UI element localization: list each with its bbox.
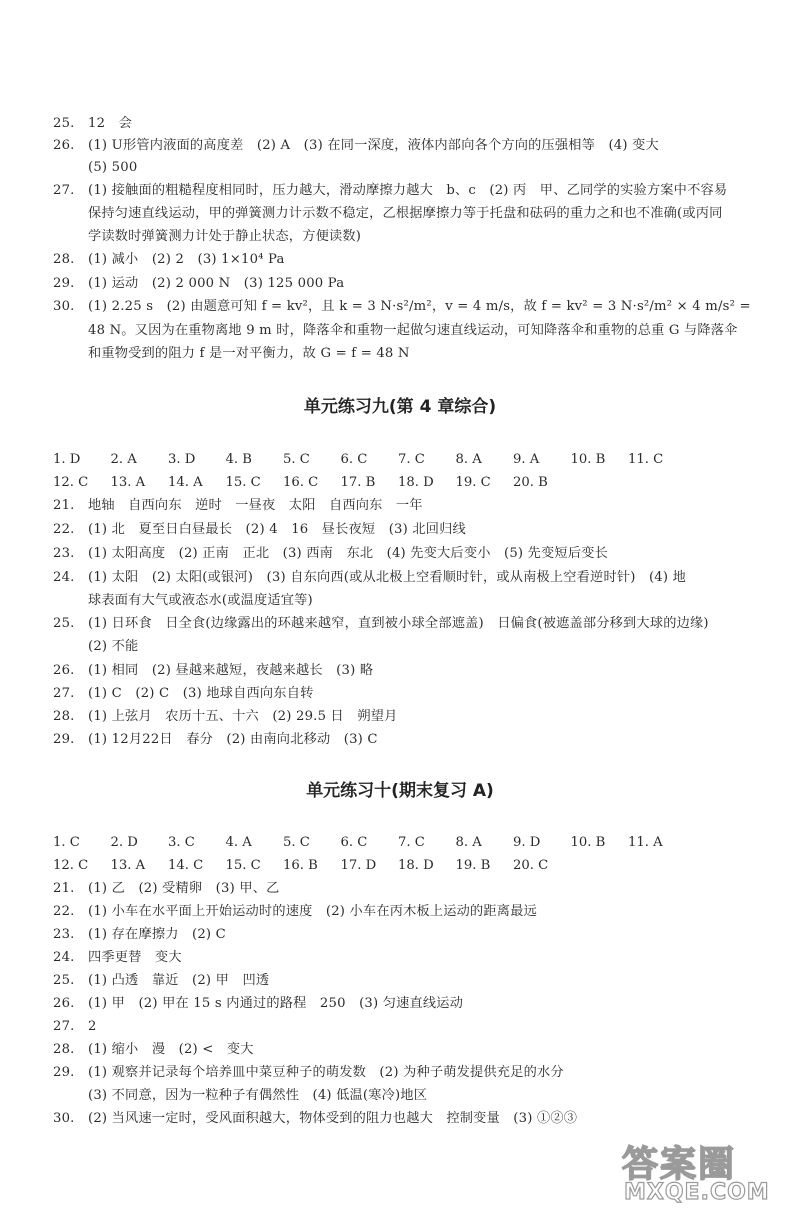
answer-line-cont: 球表面有大气或液态水(或温度适宜等): [88, 593, 313, 608]
answer-line: 29. (1) 12月22日 春分 (2) 由南向北移动 (3) C: [53, 732, 378, 747]
answer-line: 28. (1) 缩小 漫 (2) < 变大: [53, 1042, 254, 1057]
answer-line-cont: 学读数时弹簧测力计处于静止状态，方便读数): [88, 229, 362, 244]
answer-line: 23. (1) 存在摩擦力 (2) C: [53, 927, 226, 942]
watermark-logo: [612, 1136, 792, 1206]
answer-line: 26. (1) 相同 (2) 昼越来越短，夜越来越长 (3) 略: [53, 663, 374, 678]
answer-line: 25. (1) 凸透 靠近 (2) 甲 凹透: [53, 973, 270, 988]
answer-line: 21. (1) 乙 (2) 受精卵 (3) 甲、乙: [53, 881, 280, 896]
answer-line: 29. (1) 运动 (2) 2 000 N (3) 125 000 Pa: [53, 276, 345, 291]
answer-line: 28. (1) 上弦月 农历十五、十六 (2) 29.5 日 朔望月: [53, 709, 398, 724]
answer-line: 26. (1) 甲 (2) 甲在 15 s 内通过的路程 250 (3) 匀速直线运动: [53, 996, 464, 1011]
mc-answers-row: 1. C 2. D 3. C 4. A 5. C 6. C 7. C 8. A 9. D 10. B 11. A: [53, 835, 663, 850]
answer-line-cont: (2) 不能: [88, 639, 139, 654]
mc-answers-row: 12. C 13. A 14. A 15. C 16. C 17. B 18. D 19. C 20. B: [53, 475, 548, 490]
answer-line: 25. 12 会: [53, 116, 132, 131]
answer-line: 28. (1) 减小 (2) 2 (3) 1×10⁴ Pa: [53, 252, 285, 267]
answer-line: 25. (1) 日环食 日全食(边缘露出的环越来越窄，直到被小球全部遮盖) 日偏食(被遮盖部分移到大球的边缘): [53, 616, 709, 631]
answer-line-cont: 48 N。又因为在重物离地 9 m 时，降落伞和重物一起做匀速直线运动，可知降落伞和重物的总重 G 与降落伞: [88, 323, 738, 338]
answer-line-cont: (3) 不同意，因为一粒种子有偶然性 (4) 低温(寒冷)地区: [88, 1088, 428, 1103]
answer-line: 24. (1) 太阳 (2) 太阳(或银河) (3) 自东向西(或从北极上空看顺时针，或从南极上空看逆时针) (4) 地: [53, 570, 687, 585]
section-title: 单元练习九(第 4 章综合): [303, 397, 497, 417]
watermark-text: 答案圈: [622, 1144, 737, 1185]
answer-line-cont: 保持匀速直线运动，甲的弹簧测力计示数不稳定，乙根据摩擦力等于托盘和砝码的重力之和也不准确(或丙同: [88, 206, 723, 221]
answer-line-cont: 和重物受到的阻力 f 是一对平衡力，故 G = f = 48 N: [88, 346, 410, 361]
answer-line: 22. (1) 小车在水平面上开始运动时的速度 (2) 小车在丙木板上运动的距离最远: [53, 904, 537, 919]
answer-line: 30. (2) 当风速一定时，受风面积越大，物体受到的阻力也越大 控制变量 (3) ①②③: [53, 1111, 578, 1126]
answer-line: 23. (1) 太阳高度 (2) 正南 正北 (3) 西南 东北 (4) 先变大后变小 (5) 先变短后变长: [53, 546, 608, 561]
mc-answers-row: 1. D 2. A 3. D 4. B 5. C 6. C 7. C 8. A 9. A 10. B 11. C: [53, 452, 664, 467]
answer-line: 26. (1) U形管内液面的高度差 (2) A (3) 在同一深度，液体内部向各个方向的压强相等 (4) 变大: [53, 138, 659, 153]
watermark-url: MXQE.COM: [624, 1180, 770, 1205]
answer-line: 27. 2: [53, 1019, 97, 1034]
answer-line-cont: (5) 500: [88, 160, 138, 175]
answer-line: 27. (1) 接触面的粗糙程度相同时，压力越大，滑动摩擦力越大 b、c (2) 丙 甲、乙同学的实验方案中不容易: [53, 183, 728, 198]
answer-line: 22. (1) 北 夏至日白昼最长 (2) 4 16 昼长夜短 (3) 北回归线: [53, 522, 466, 537]
section-title: 单元练习十(期末复习 A): [306, 781, 494, 801]
mc-answers-row: 12. C 13. A 14. C 15. C 16. B 17. D 18. D 19. B 20. C: [53, 858, 549, 873]
answer-line: 24. 四季更替 变大: [53, 950, 182, 965]
answer-line: 29. (1) 观察并记录每个培养皿中菜豆种子的萌发数 (2) 为种子萌发提供充足的水分: [53, 1065, 564, 1080]
answer-line: 30. (1) 2.25 s (2) 由题意可知 f = kv²，且 k = 3 N·s²/m²，v = 4 m/s，故 f = kv² = 3 N·s²/m² × 4 m/s² =: [53, 299, 751, 314]
answer-line: 27. (1) C (2) C (3) 地球自西向东自转: [53, 686, 314, 701]
answer-line: 21. 地轴 自西向东 逆时 一昼夜 太阳 自西向东 一年: [53, 498, 423, 513]
